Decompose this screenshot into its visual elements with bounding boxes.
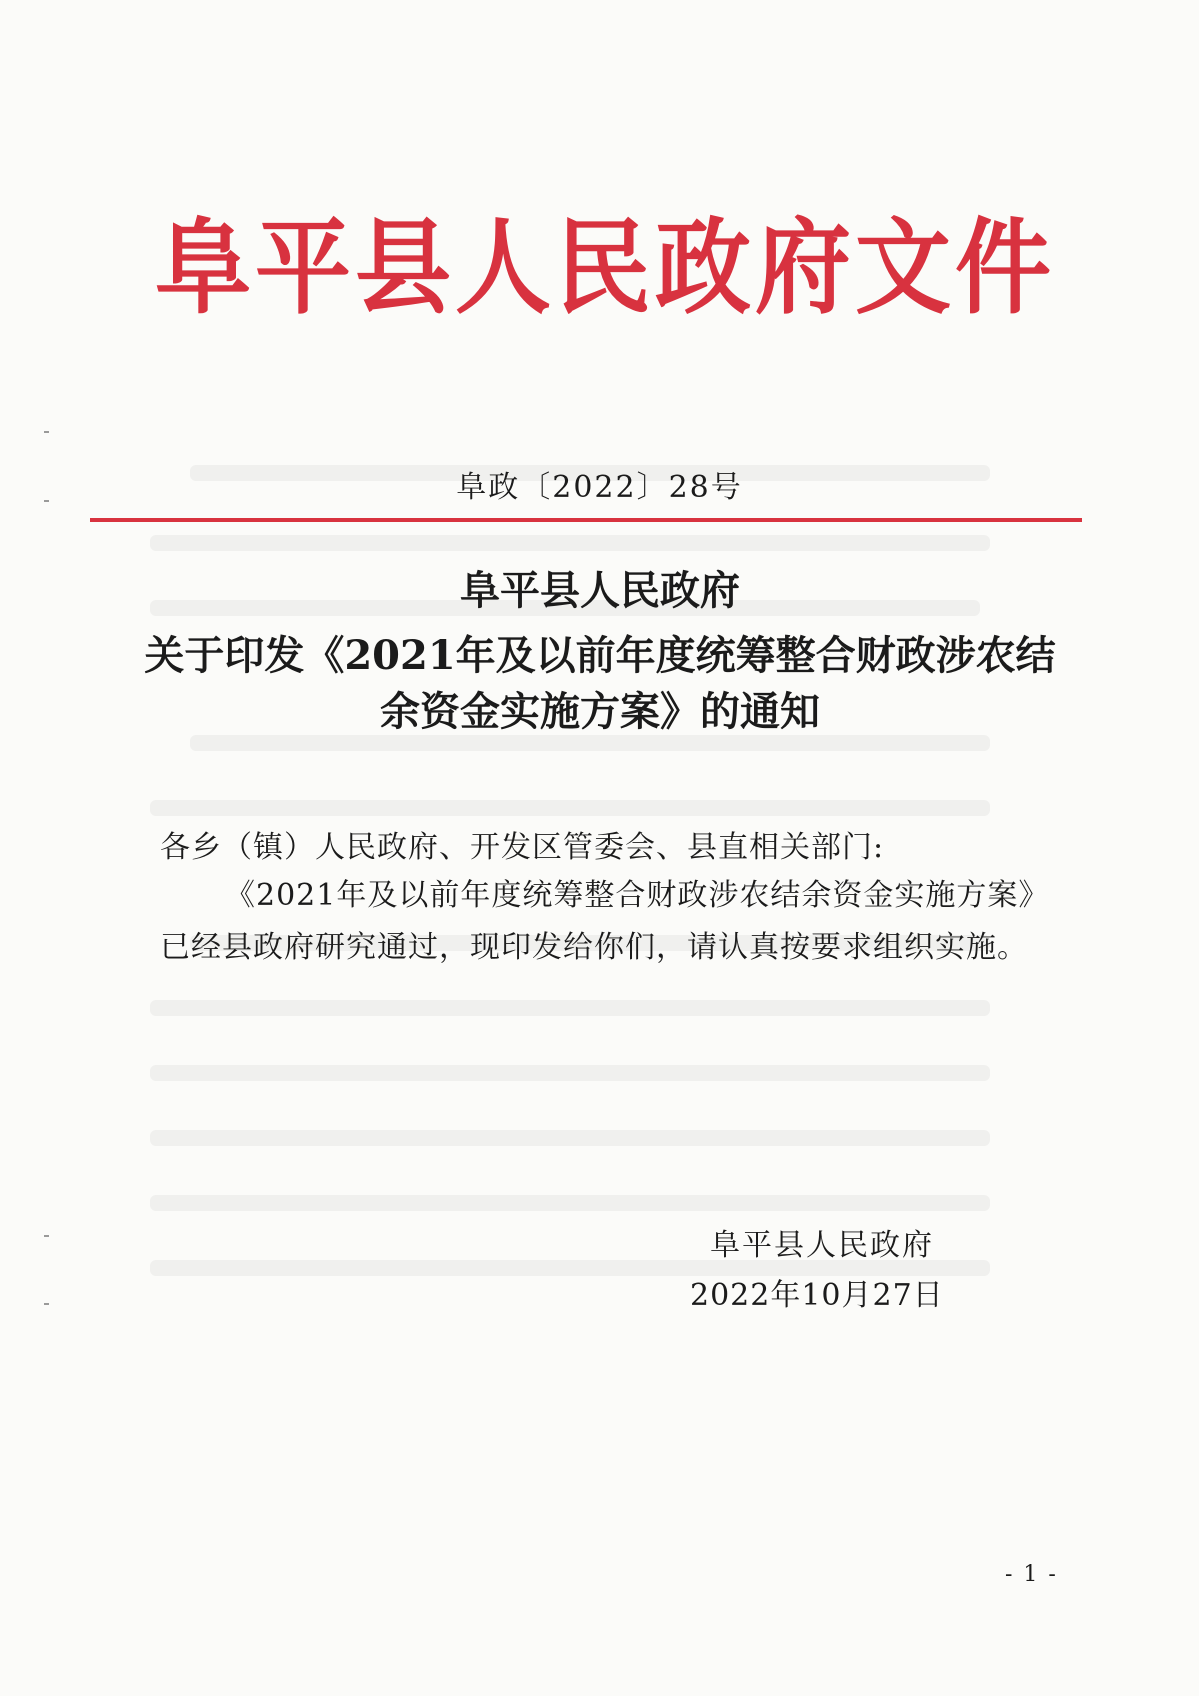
notice-title-line-1: 阜平县人民政府 (460, 567, 740, 614)
notice-title-line-2: 关于印发《2021年及以前年度统筹整合财政涉农结 (144, 632, 1056, 679)
body-line-2: 已经县政府研究通过，现印发给你们，请认真按要求组织实施。 (160, 930, 1028, 965)
red-separator-line (90, 518, 1082, 522)
notice-title-line-3: 余资金实施方案》的通知 (380, 688, 820, 735)
page-number: - 1 - (1005, 1562, 1058, 1587)
body-line-1: 《2021年及以前年度统筹整合财政涉农结余资金实施方案》 (225, 878, 1050, 913)
margin-mark (44, 1235, 49, 1237)
red-header-title: 阜平县人民政府文件 (155, 206, 1055, 329)
addressee: 各乡（镇）人民政府、开发区管委会、县直相关部门: (160, 830, 885, 865)
margin-mark (44, 1303, 49, 1305)
bleed-through-texture (150, 455, 1030, 1155)
document-number: 阜政〔2022〕28号 (456, 470, 743, 505)
issuing-authority: 阜平县人民政府 (710, 1228, 934, 1263)
margin-mark (44, 431, 49, 433)
issue-date: 2022年10月27日 (690, 1278, 944, 1313)
